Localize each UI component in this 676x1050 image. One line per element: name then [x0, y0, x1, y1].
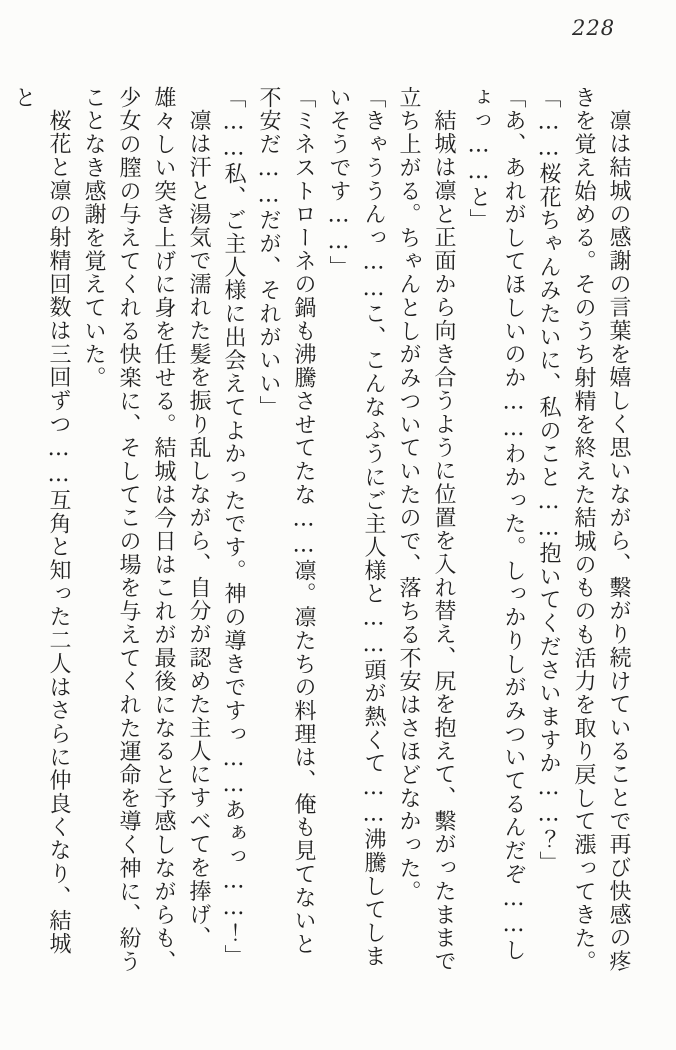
- dialogue-paragraph-4: 「ミネストローネの鍋も沸騰させてたな……凛。凛たちの料理は、俺も見てないと不安だ……だが、それがいい」: [256, 86, 316, 956]
- narration-paragraph-4: 桜花と凛の射精回数は三回ずつ……互角と知った二人はさらに仲良くなり、結城と: [11, 86, 71, 956]
- dialogue-paragraph-5: 「……私、ご主人様に出会えてよかったです。神の導きですっ……あぁっ……！」: [221, 86, 246, 968]
- narration-paragraph-3: 凛は汗と湯気で濡れた髪を振り乱しながら、自分が認めた主人にすべてを捧げ、雄々しい突き上げに身を任せる。結城は今日はこれが最後になると予感しながらも、少女の膣の与えてくれる快楽に、そしてこの場を与えてくれた運命を導く神に、紛うことなき感謝を覚えていた。: [81, 86, 211, 974]
- dialogue-paragraph-2: 「あ、あれがしてほしいのか……わかった。しっかりしがみついてるんだぞ……しょっ……と」: [466, 86, 526, 962]
- dialogue-paragraph-3: 「きゃううんっ……こ、こんなふうにご主人様と……頭が熱くて……沸騰してしまいそうです……」: [326, 86, 386, 968]
- dialogue-paragraph-1: 「……桜花ちゃんみたいに、私のこと……抱いてくださいますか……？」: [536, 86, 561, 875]
- vertical-text-block: [11, 86, 636, 978]
- narration-paragraph-1: 凛は結城の感謝の言葉を嬉しく思いながら、繫がり続けていることで再び快感の疼きを覚え始める。そのうち射精を終えた結城のものも活力を取り戻して漲ってきた。: [571, 86, 631, 974]
- narration-paragraph-2: 結城は凛と正面から向き合うように位置を入れ替え、尻を抱えて、繫がったままで立ち上がる。ちゃんとしがみついていたので、落ちる不安はさほどなかった。: [396, 86, 456, 974]
- page-number: 228: [572, 16, 616, 40]
